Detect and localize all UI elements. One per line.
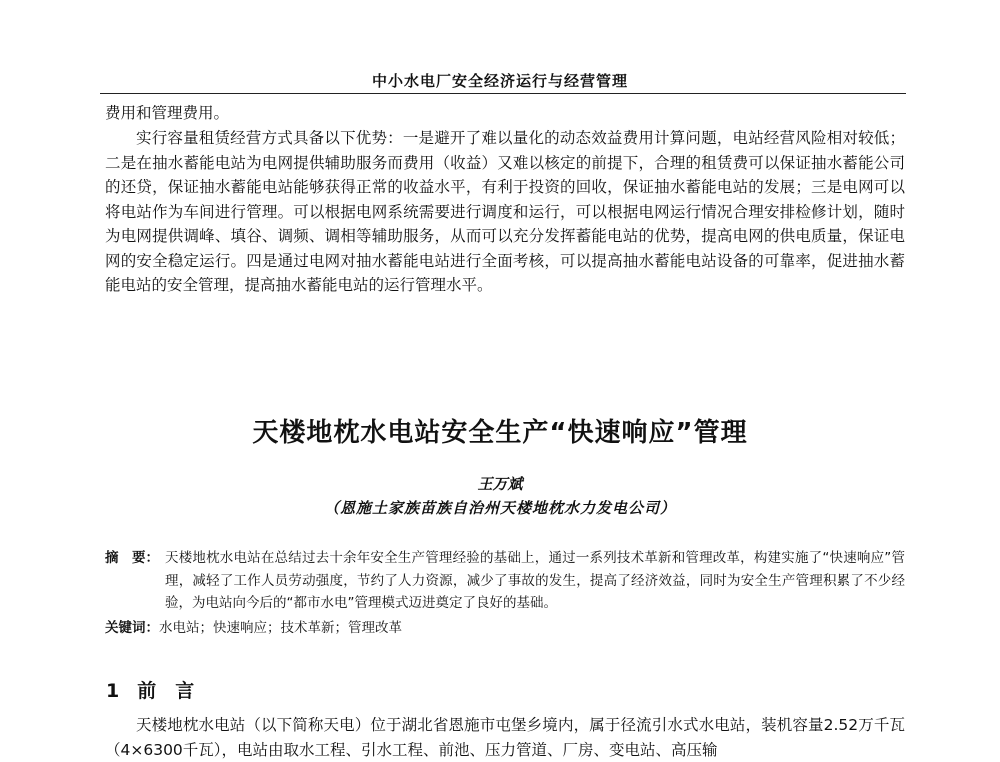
abstract-text: 天楼地枕水电站在总结过去十余年安全生产管理经验的基础上，通过一系列技术革新和管理改革，构建实施了“快速响应”管理，减轻了工作人员劳动强度，节约了人力资源，减少了事故的发生，提高了经济效益，同时为安全生产管理积累了不少经验，为电站向今后的“都市水电”管理模式迈进奠定了良好的基础。 xyxy=(165,550,905,611)
header-rule xyxy=(100,93,906,94)
section-paragraph: 天楼地枕水电站（以下简称天电）位于湖北省恩施市屯堡乡境内，属于径流引水式水电站，装机容量2.52万千瓦（4×6300千瓦），电站由取水工程、引水工程、前池、压力管道、厂房、变电站、高压输 xyxy=(105,716,905,759)
keywords xyxy=(105,617,905,639)
prev-article-paragraph-2: 实行容量租赁经营方式具备以下优势：一是避开了难以量化的动态效益费用计算问题，电站经营风险相对较低；二是在抽水蓄能电站为电网提供辅助服务而费用（收益）又难以核定的前提下，合理的租赁费可以保证抽水蓄能公司的还贷，保证抽水蓄能电站能够获得正常的收益水平，有利于投资的回收，保证抽水蓄能电站的发展；三是电网可以将电站作为车间进行管理。可以根据电网系统需要进行调度和运行，可以根据电网运行情况合理安排检修计划，随时为电网提供调峰、填谷、调频、调相等辅助服务，从而可以充分发挥蓄能电站的优势，提高电网的供电质量，保证电网的安全稳定运行。四是通过电网对抽水蓄能电站进行全面考核，可以提高抽水蓄能电站设备的可靠率，促进抽水蓄能电站的安全管理，提高抽水蓄能电站的运行管理水平。 xyxy=(105,129,905,294)
article-author: 王万斌 xyxy=(477,475,523,493)
section-number: 1 xyxy=(106,680,120,702)
abstract-label: 摘 要： xyxy=(105,550,159,566)
section-title: 前 言 xyxy=(137,680,195,702)
abstract xyxy=(105,547,905,615)
article-affiliation: （恩施土家族苗族自治州天楼地枕水力发电公司） xyxy=(323,499,676,517)
article-title: 天楼地枕水电站安全生产“快速响应”管理 xyxy=(252,418,748,448)
keywords-text: 水电站；快速响应；技术革新；管理改革 xyxy=(159,620,402,636)
running-head: 中小水电厂安全经济运行与经营管理 xyxy=(371,72,628,90)
prev-article-paragraph-1: 费用和管理费用。 xyxy=(105,104,230,122)
keywords-label: 关键词： xyxy=(105,620,159,636)
section-heading xyxy=(106,676,194,703)
